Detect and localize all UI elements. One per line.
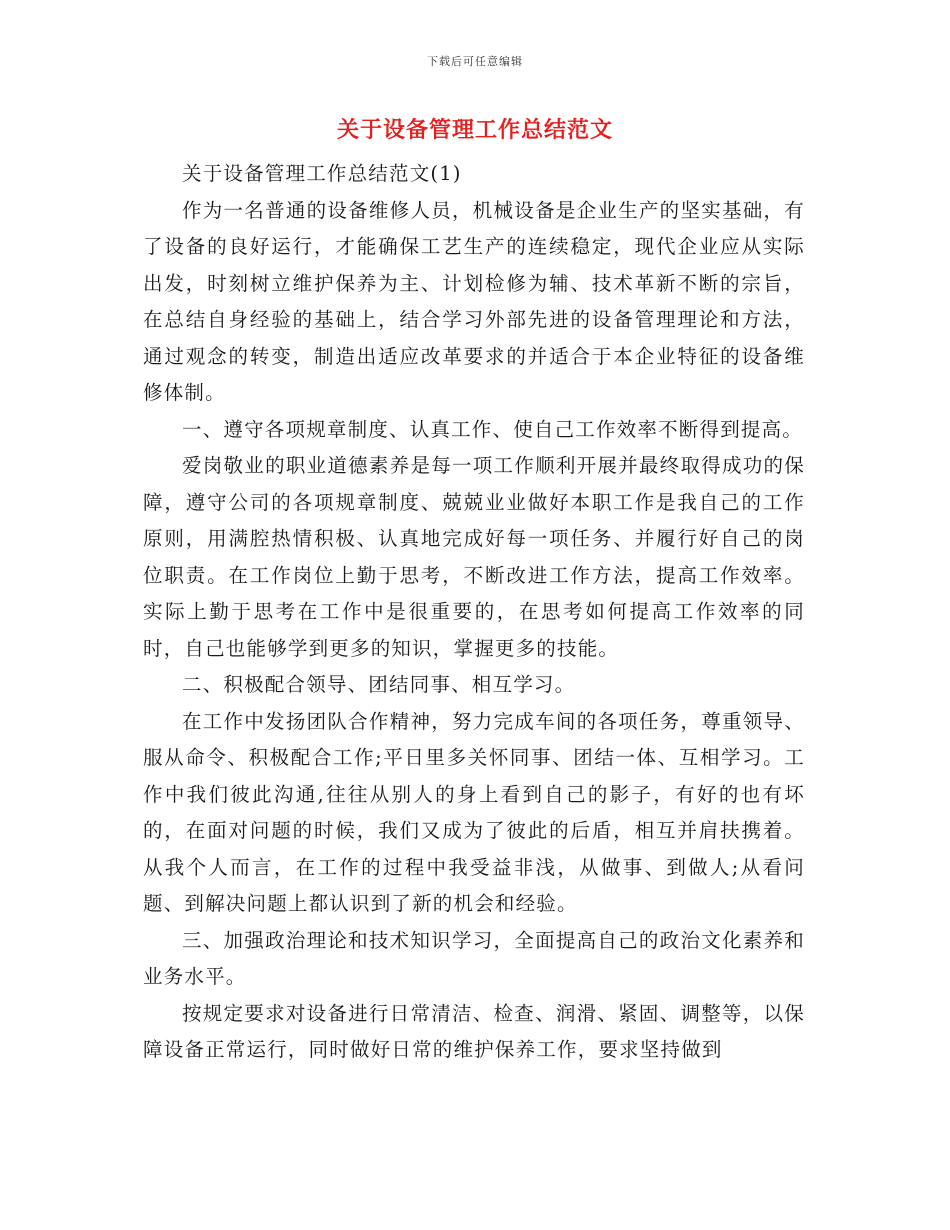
section-subtitle: 关于设备管理工作总结范文(1) — [182, 162, 462, 185]
page-header-note: 下载后可任意编辑 — [427, 55, 523, 68]
document-title: 关于设备管理工作总结范文 — [336, 117, 613, 143]
document-body — [143, 156, 805, 1069]
section-heading: 二、积极配合领导、团结同事、相互学习。 — [182, 673, 576, 696]
body-paragraph: 爱岗敬业的职业道德素养是每一项工作顺利开展并最终取得成功的保障，遵守公司的各项规章制度、兢兢业业做好本职工作是我自己的工作原则，用满腔热情积极、认真地完成好每一项任务、并履行好自己的岗位职责。在工作岗位上勤于思考，不断改进工作方法，提高工作效率。实际上勤于思考在工作中是很重要的，在思考如何提高工作效率的同时，自己也能够学到更多的知识，掌握更多的技能。 — [143, 454, 805, 660]
body-paragraph: 在工作中发扬团队合作精神，努力完成车间的各项任务，尊重领导、服从命令、积极配合工作;平日里多关怀同事、团结一体、互相学习。工作中我们彼此沟通,往往从别人的身上看到自己的影子，有好的也有坏的，在面对问题的时候，我们又成为了彼此的后盾，相互并肩扶携着。从我个人而言，在工作的过程中我受益非浅，从做事、到做人;从看问题、到解决问题上都认识到了新的机会和经验。 — [143, 709, 805, 915]
body-paragraph: 作为一名普通的设备维修人员，机械设备是企业生产的坚实基础，有了设备的良好运行，才能确保工艺生产的连续稳定，现代企业应从实际出发，时刻树立维护保养为主、计划检修为辅、技术革新不断的宗旨，在总结自身经验的基础上，结合学习外部先进的设备管理理论和方法，通过观念的转变，制造出适应改革要求的并适合于本企业特征的设备维修体制。 — [143, 198, 805, 404]
section-heading: 一、遵守各项规章制度、认真工作、使自己工作效率不断得到提高。 — [182, 417, 804, 441]
body-paragraph: 按规定要求对设备进行日常清洁、检查、润滑、紧固、调整等，以保障设备正常运行，同时做好日常的维护保养工作，要求坚持做到 — [143, 1001, 805, 1061]
section-heading: 三、加强政治理论和技术知识学习，全面提高自己的政治文化素养和业务水平。 — [143, 928, 805, 988]
